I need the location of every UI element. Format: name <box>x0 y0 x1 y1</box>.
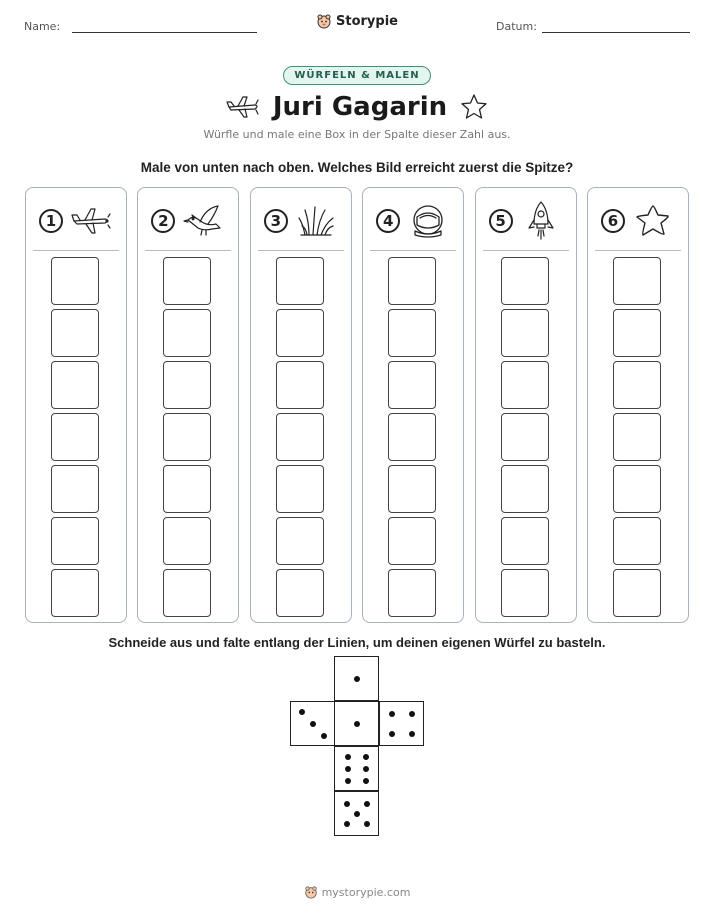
color-box[interactable] <box>163 569 211 617</box>
die-pip <box>354 721 360 727</box>
die-pip <box>409 711 415 717</box>
color-box[interactable] <box>276 517 324 565</box>
color-box[interactable] <box>388 569 436 617</box>
storypie-mascot-icon <box>316 13 332 29</box>
column-header <box>476 202 576 240</box>
die-pip <box>364 801 370 807</box>
column-divider <box>33 250 119 251</box>
color-box[interactable] <box>388 413 436 461</box>
die-pip <box>389 711 395 717</box>
color-box[interactable] <box>51 465 99 513</box>
footer <box>0 885 714 899</box>
airplane-icon <box>69 202 113 240</box>
rocket-icon <box>519 202 563 240</box>
column-header <box>138 202 238 240</box>
color-box[interactable] <box>613 257 661 305</box>
die-pip <box>299 709 305 715</box>
dice-columns <box>25 187 689 623</box>
column-divider <box>258 250 344 251</box>
color-box[interactable] <box>51 517 99 565</box>
dice-column-1 <box>25 187 127 623</box>
color-box[interactable] <box>276 361 324 409</box>
color-box[interactable] <box>613 309 661 357</box>
die-pip <box>363 754 369 760</box>
die-pip <box>310 721 316 727</box>
die-face-1 <box>334 701 379 746</box>
color-box[interactable] <box>276 465 324 513</box>
color-box[interactable] <box>501 413 549 461</box>
color-box[interactable] <box>613 569 661 617</box>
die-pip <box>354 676 360 682</box>
color-box[interactable] <box>51 257 99 305</box>
color-box[interactable] <box>501 257 549 305</box>
brand-logo <box>0 13 714 29</box>
color-box[interactable] <box>613 413 661 461</box>
color-box[interactable] <box>388 257 436 305</box>
color-box[interactable] <box>276 309 324 357</box>
color-box[interactable] <box>51 413 99 461</box>
color-box[interactable] <box>163 361 211 409</box>
bird-icon <box>181 202 225 240</box>
die-face-6 <box>334 746 379 791</box>
footer-url: mystorypie.com <box>321 885 411 899</box>
column-number: 5 <box>489 209 513 233</box>
dice-column-3 <box>250 187 352 623</box>
title-row <box>0 92 714 122</box>
star-icon <box>631 202 675 240</box>
die-pip <box>363 766 369 772</box>
color-box[interactable] <box>388 361 436 409</box>
color-box[interactable] <box>613 517 661 565</box>
die-pip <box>409 731 415 737</box>
color-box[interactable] <box>613 465 661 513</box>
brand-name: Storypie <box>336 13 398 29</box>
die-pip <box>345 754 351 760</box>
column-divider <box>595 250 681 251</box>
die-pip <box>344 821 350 827</box>
date-line[interactable] <box>542 32 690 33</box>
die-pip <box>345 778 351 784</box>
column-divider <box>370 250 456 251</box>
die-face-4 <box>379 701 424 746</box>
color-box[interactable] <box>501 517 549 565</box>
airplane-icon <box>225 94 261 120</box>
column-number: 2 <box>151 209 175 233</box>
die-pip <box>345 766 351 772</box>
date-label: Datum: <box>496 20 537 33</box>
color-box[interactable] <box>163 413 211 461</box>
color-box[interactable] <box>613 361 661 409</box>
color-box[interactable] <box>51 569 99 617</box>
activity-badge: WÜRFELN & MALEN <box>283 66 430 85</box>
column-divider <box>145 250 231 251</box>
color-box[interactable] <box>163 465 211 513</box>
grass-icon <box>294 202 338 240</box>
color-box[interactable] <box>388 465 436 513</box>
dice-column-4 <box>362 187 464 623</box>
column-number: 4 <box>376 209 400 233</box>
cut-instruction-text: Schneide aus und falte entlang der Linien, um deinen eigenen Würfel zu basteln. <box>108 635 606 650</box>
column-header <box>363 202 463 240</box>
column-divider <box>483 250 569 251</box>
die-pip <box>354 811 360 817</box>
dice-column-6 <box>587 187 689 623</box>
color-box[interactable] <box>501 309 549 357</box>
color-box[interactable] <box>51 361 99 409</box>
color-box[interactable] <box>276 413 324 461</box>
color-box[interactable] <box>276 569 324 617</box>
color-box[interactable] <box>501 569 549 617</box>
name-line[interactable] <box>72 32 257 33</box>
column-number: 3 <box>264 209 288 233</box>
storypie-mascot-icon <box>304 885 318 899</box>
dice-column-5 <box>475 187 577 623</box>
dice-column-2 <box>137 187 239 623</box>
color-box[interactable] <box>501 465 549 513</box>
die-pip <box>389 731 395 737</box>
color-box[interactable] <box>276 257 324 305</box>
color-box[interactable] <box>501 361 549 409</box>
die-face-3 <box>290 701 335 746</box>
column-header <box>251 202 351 240</box>
subtitle: Würfle und male eine Box in der Spalte dieser Zahl aus. <box>203 128 511 141</box>
star-icon <box>459 92 489 122</box>
color-box[interactable] <box>163 257 211 305</box>
astronaut-helmet-icon <box>406 202 450 240</box>
color-box[interactable] <box>163 517 211 565</box>
color-box[interactable] <box>163 309 211 357</box>
instruction-text: Male von unten nach oben. Welches Bild erreicht zuerst die Spitze? <box>140 160 574 175</box>
die-pip <box>363 778 369 784</box>
die-face-5 <box>334 791 379 836</box>
column-header <box>588 202 688 240</box>
die-pip <box>344 801 350 807</box>
die-face-1 <box>334 656 379 701</box>
column-number: 1 <box>39 209 63 233</box>
column-number: 6 <box>601 209 625 233</box>
color-box[interactable] <box>388 517 436 565</box>
page-title: Juri Gagarin <box>272 92 448 122</box>
die-pip <box>321 733 327 739</box>
column-header <box>26 202 126 240</box>
color-box[interactable] <box>51 309 99 357</box>
die-pip <box>364 821 370 827</box>
color-box[interactable] <box>388 309 436 357</box>
name-label: Name: <box>24 20 61 33</box>
